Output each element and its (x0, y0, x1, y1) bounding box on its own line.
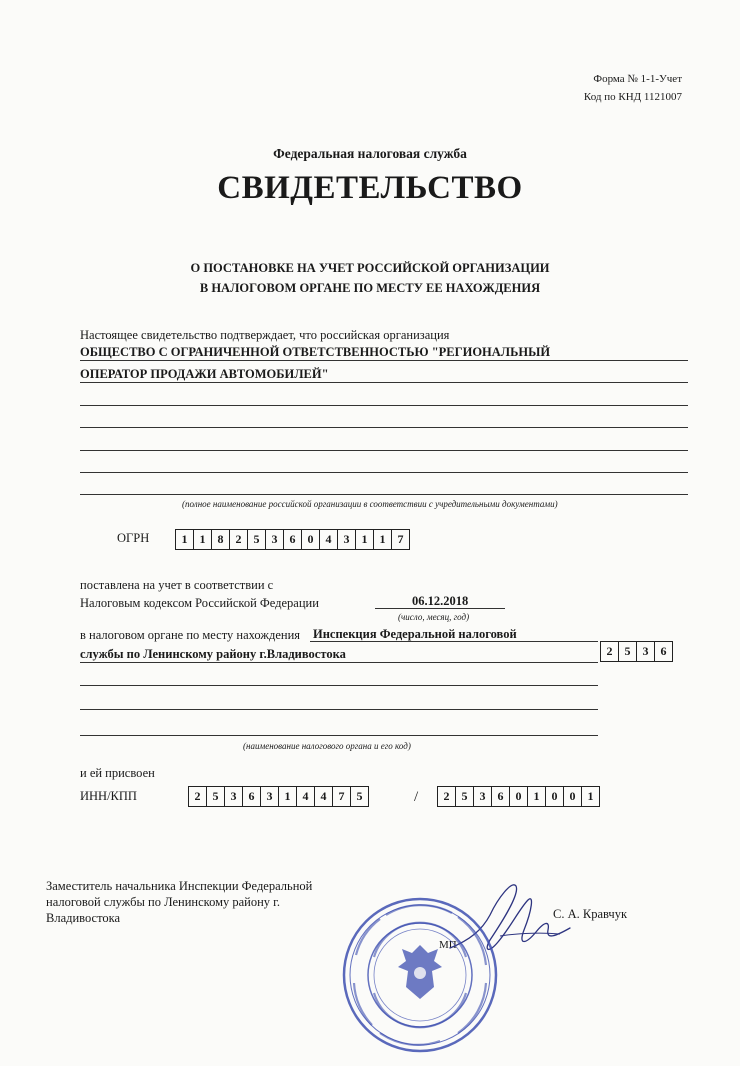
subtitle-line-2: В НАЛОГОВОМ ОРГАНЕ ПО МЕСТУ ЕЕ НАХОЖДЕНИЯ (199, 281, 541, 295)
organization-rule (80, 472, 688, 473)
tax-authority-rule (80, 735, 598, 736)
ogrn-digit-box: 2 (229, 529, 247, 550)
ogrn-digit-box: 1 (373, 529, 391, 550)
form-number: Форма № 1-1-Учет (593, 73, 682, 85)
official-seal-stamp (340, 895, 500, 1055)
inn-digit-box: 4 (314, 786, 332, 807)
ogrn-digit-box: 4 (319, 529, 337, 550)
kpp-digit-box: 0 (563, 786, 581, 807)
kpp-digit-box: 6 (491, 786, 509, 807)
tax-authority-code-digit-box: 3 (636, 641, 654, 662)
inn-kpp-label: ИНН/КПП (80, 789, 137, 803)
organization-rule (80, 360, 688, 361)
tax-authority-code-digit-box: 5 (618, 641, 636, 662)
tax-authority-code-digit-box: 6 (654, 641, 673, 662)
registration-date: 06.12.2018 (412, 594, 469, 608)
kpp-digit-box: 5 (455, 786, 473, 807)
ogrn-digit-box: 7 (391, 529, 410, 550)
inn-digit-box: 4 (296, 786, 314, 807)
organization-rule (80, 405, 688, 406)
kpp-digit-box: 1 (527, 786, 545, 807)
organization-name-line-2: ОПЕРАТОР ПРОДАЖИ АВТОМОБИЛЕЙ" (80, 367, 329, 381)
ogrn-digit-box: 0 (301, 529, 319, 550)
inn-digit-box: 3 (224, 786, 242, 807)
signatory-position-line-2: налоговой службы по Ленинскому району г. (46, 895, 281, 909)
document-title: СВИДЕТЕЛЬСТВО (217, 170, 523, 206)
ogrn-digit-box: 5 (247, 529, 265, 550)
document-subtitle (0, 258, 740, 298)
organization-caption: (полное наименование российской организации в соответствии с учредительными документами) (182, 499, 558, 509)
date-rule (375, 608, 505, 609)
kpp-digit-box: 1 (581, 786, 600, 807)
subtitle-line-1: О ПОСТАНОВКЕ НА УЧЕТ РОССИЙСКОЙ ОРГАНИЗАЦИИ (190, 261, 550, 275)
inn-digit-box: 2 (188, 786, 206, 807)
ogrn-digit-box: 1 (193, 529, 211, 550)
inn-digit-box: 5 (350, 786, 369, 807)
tax-authority-code-digit-box: 2 (600, 641, 618, 662)
tax-authority-caption: (наименование налогового органа и его код) (243, 741, 411, 751)
form-header (584, 70, 682, 106)
organization-rule (80, 494, 688, 495)
mp-label: МП (439, 939, 457, 951)
date-caption: (число, месяц, год) (398, 612, 470, 622)
inn-digit-box: 5 (206, 786, 224, 807)
inn-digit-box: 3 (260, 786, 278, 807)
kpp-digit-box: 2 (437, 786, 455, 807)
organization-rule (80, 427, 688, 428)
inn-kpp-separator: / (414, 789, 419, 805)
ogrn-digit-box: 6 (283, 529, 301, 550)
knd-code: Код по КНД 1121007 (583, 91, 682, 103)
tax-authority-rule (80, 685, 598, 686)
registration-line-1: поставлена на учет в соответствии с (80, 578, 274, 592)
ogrn-label: ОГРН (117, 531, 150, 545)
tax-authority-code-boxes (600, 641, 673, 662)
signatory-position-line-3: Владивостока (46, 911, 121, 925)
intro-text: Настоящее свидетельство подтверждает, что российская организация (80, 328, 450, 342)
assigned-label: и ей присвоен (80, 766, 155, 780)
inn-digit-box: 1 (278, 786, 296, 807)
kpp-boxes (437, 786, 600, 807)
kpp-digit-box: 3 (473, 786, 491, 807)
inn-digit-box: 6 (242, 786, 260, 807)
inn-boxes (188, 786, 369, 807)
ogrn-digit-box: 1 (175, 529, 193, 550)
ogrn-digit-box: 8 (211, 529, 229, 550)
ogrn-digit-box: 3 (337, 529, 355, 550)
organization-rule (80, 450, 688, 451)
organization-name-line-1: ОБЩЕСТВО С ОГРАНИЧЕННОЙ ОТВЕТСТВЕННОСТЬЮ "РЕГИОНАЛЬНЫЙ (80, 345, 551, 359)
ogrn-digit-box: 3 (265, 529, 283, 550)
tax-authority-name-line-1: Инспекция Федеральной налоговой (313, 627, 517, 641)
kpp-digit-box: 0 (545, 786, 563, 807)
tax-authority-rule (80, 662, 598, 663)
ogrn-boxes (175, 529, 410, 550)
tax-authority-rule (310, 641, 598, 642)
tax-authority-name-line-2: службы по Ленинскому району г.Владивостока (80, 647, 346, 661)
agency-name: Федеральная налоговая служба (273, 146, 467, 161)
signatory-name: С. А. Кравчук (553, 907, 628, 921)
kpp-digit-box: 0 (509, 786, 527, 807)
signatory-position (46, 878, 312, 926)
registration-line-2: Налоговым кодексом Российской Федерации (80, 596, 319, 610)
organization-rule (80, 382, 688, 383)
tax-authority-rule (80, 709, 598, 710)
inn-digit-box: 7 (332, 786, 350, 807)
ogrn-digit-box: 1 (355, 529, 373, 550)
signatory-position-line-1: Заместитель начальника Инспекции Федеральной (46, 879, 313, 893)
tax-authority-prefix: в налоговом органе по месту нахождения (80, 628, 301, 642)
